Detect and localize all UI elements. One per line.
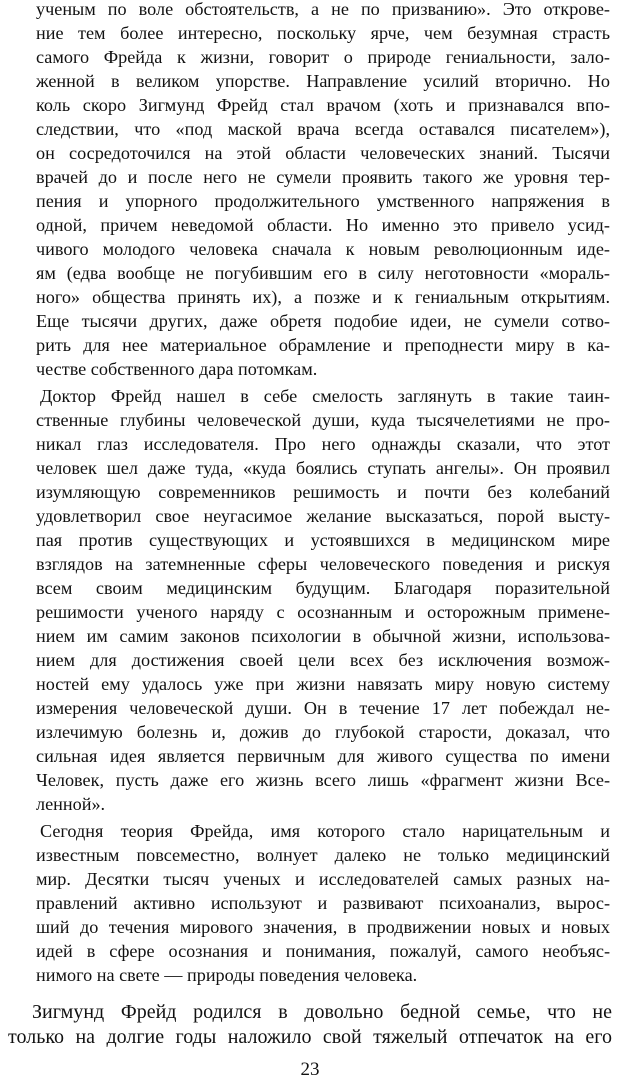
text-line: удовлетворил свое неугасимое желание высказаться, порой высту- (36, 506, 610, 526)
text-line: Еще тысячи других, даже обретя подобие идеи, не сумели сотво- (36, 311, 610, 331)
page-number: 23 (300, 1059, 320, 1080)
text-line: измерения человеческой души. Он в течение 17 лет побеждал не- (36, 698, 610, 718)
text-line: ям (едва вообще не погубившим его в силу неготовности «мораль- (36, 263, 610, 283)
text-line: решимости ученого наряду с осознанным и осторожным примене- (36, 602, 610, 622)
text-line: никал глаз исследователя. Про него однажды сказали, что этот (36, 434, 610, 454)
text-line: изумляющую современников решимость и почти без колебаний (36, 482, 610, 502)
text-line: правлений активно используют и развивают психоанализ, вырос- (36, 893, 610, 913)
text-line: мир. Десятки тысяч ученых и исследователей самых разных на- (36, 869, 610, 889)
text-line: пения и упорного продолжительного умственного напряжения в (36, 191, 610, 211)
text-line: одной, причем неведомой области. Но именно это привело усид- (36, 215, 610, 235)
text-line: он сосредоточился на этой области человеческих знаний. Тысячи (36, 143, 610, 163)
text-line: нием для достижения своей цели всех без исключения возмож- (36, 650, 610, 670)
text-line: рить для нее материальное обрамление и преподнести миру в ка- (36, 335, 610, 355)
text-line: самого Фрейда к жизни, говорит о природе гениальности, зало- (36, 47, 610, 67)
text-line: взглядов на затемненные сферы человеческого поведения и рискуя (36, 554, 610, 574)
text-line: излечимую болезнь и, дожив до глубокой старости, доказал, что (36, 722, 610, 742)
text-line: ленной». (36, 794, 106, 814)
text-line: Сегодня теория Фрейда, имя которого стало нарицательным и (40, 821, 610, 841)
text-line: коль скоро Зигмунд Фрейд стал врачом (хоть и признавался впо- (36, 95, 610, 115)
text-line: сильная идея является первичным для живого существа по имени (36, 746, 610, 766)
text-line: пая против существующих и устоявшихся в медицинском мире (36, 530, 610, 550)
text-line: ностей ему удалось уже при жизни навязать миру новую систему (36, 674, 610, 694)
text-line: ший до течения мирового значения, в продвижении новых и новых (36, 917, 610, 937)
text-line: следствии, что «под маской врача всегда оставался писателем»), (36, 119, 610, 139)
text-line: только на долгие годы наложило свой тяжелый отпечаток на его (8, 1026, 612, 1048)
text-line: ние тем более интересно, поскольку ярче, чем безумная страсть (36, 23, 610, 43)
text-line: врачей до и после него не сумели проявить такого же уровня тер- (36, 167, 610, 187)
text-line: идей в сфере осознания и понимания, пожалуй, самого необъяс- (36, 941, 610, 961)
text-line: человек шел даже туда, «куда боялись ступать ангелы». Он проявил (36, 458, 610, 478)
text-line: ученым по воле обстоятельств, а не по призванию». Это открове- (36, 0, 610, 19)
text-line: всем своим медицинским будущим. Благодаря поразительной (36, 578, 610, 598)
text-line: Доктор Фрейд нашел в себе смелость заглянуть в такие таин- (40, 386, 610, 406)
text-line: честве собственного дара потомкам. (36, 359, 318, 379)
text-line: нием им самим законов психологии в обычной жизни, использова- (36, 626, 610, 646)
text-line: ственные глубины человеческой души, куда тысячелетиями не про- (36, 410, 610, 430)
text-line: чивого молодого человека сначала к новым революционным иде- (36, 239, 610, 259)
text-line: известным повсеместно, волнует далеко не только медицинский (36, 845, 610, 865)
text-line: нимого на свете — природы поведения человека. (36, 965, 418, 985)
text-line: Зигмунд Фрейд родился в довольно бедной семье, что не (32, 1001, 612, 1023)
text-line: Человек, пусть даже его жизнь всего лишь «фрагмент жизни Все- (36, 770, 610, 790)
text-line: ного» общества принять их), а позже и к гениальным открытиям. (36, 287, 610, 307)
text-line: женной в великом упорстве. Направление усилий вторично. Но (36, 71, 610, 91)
